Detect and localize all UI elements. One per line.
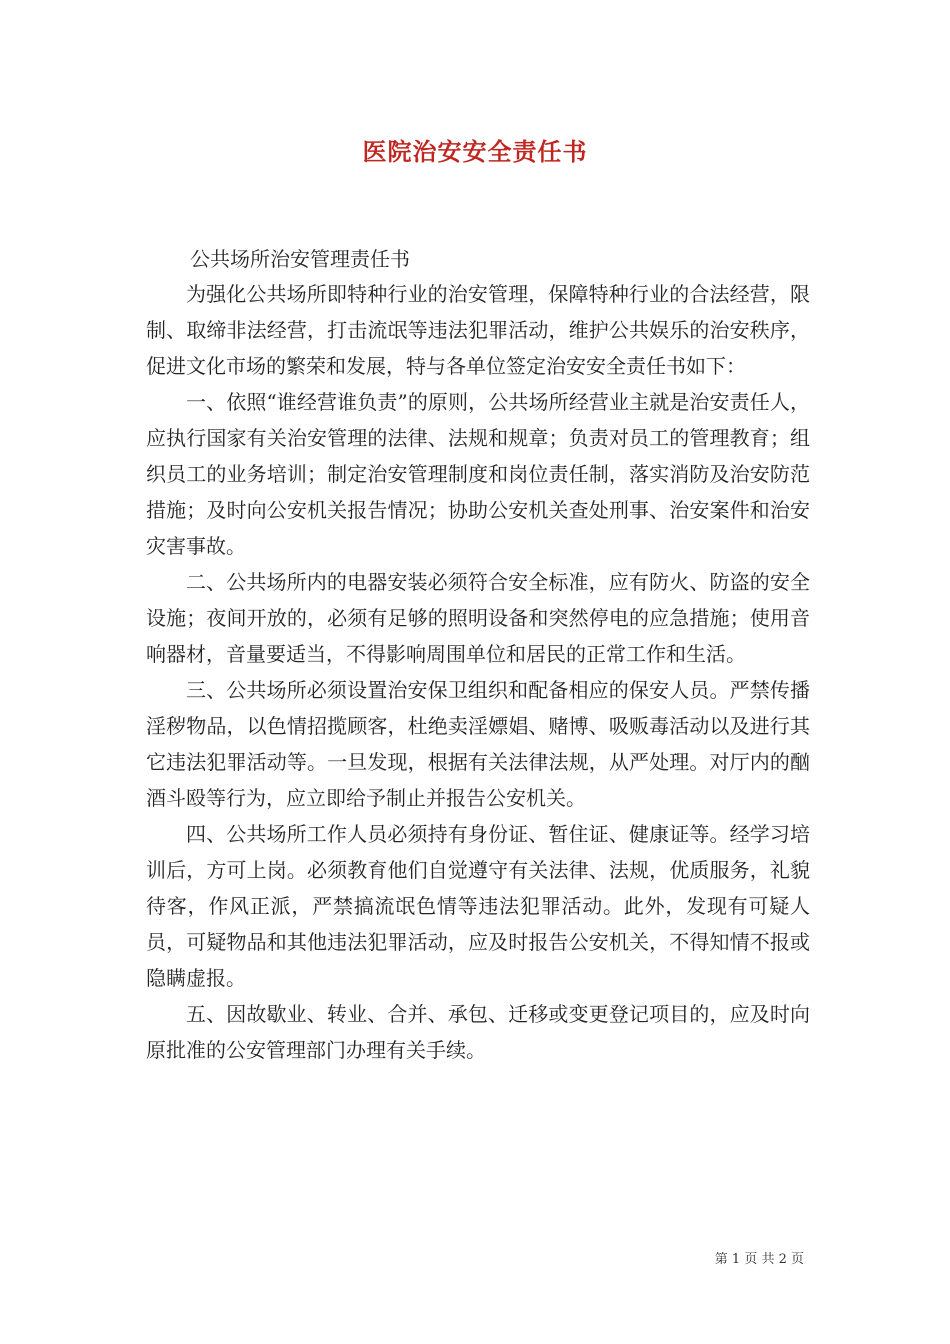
paragraph-clause-4: 四、公共场所工作人员必须持有身份证、暂住证、健康证等。经学习培训后，方可上岗。必须教育他们自觉遵守有关法律、法规，优质服务，礼貌待客，作风正派，严禁搞流氓色情等违法犯罪活动。此外，发现有可疑人员，可疑物品和其他违法犯罪活动，应及时报告公安机关，不得知情不报或隐瞒虚报。 [146,822,810,990]
document-subtitle: 公共场所治安管理责任书 [190,247,410,271]
paragraph-intro: 为强化公共场所即特种行业的治安管理，保障特种行业的合法经营，限制、取缔非法经营，打击流氓等违法犯罪活动，维护公共娱乐的治安秩序，促进文化市场的繁荣和发展，特与各单位签定治安安全责任书如下： [146,282,810,378]
paragraph-clause-3: 三、公共场所必须设置治安保卫组织和配备相应的保安人员。严禁传播淫秽物品，以色情招揽顾客，杜绝卖淫嫖娼、赌博、吸贩毒活动以及进行其它违法犯罪活动等。一旦发现，根据有关法律法规，从严处理。对厅内的酗酒斗殴等行为，应立即给予制止并报告公安机关。 [146,678,810,810]
paragraph-clause-2: 二、公共场所内的电器安装必须符合安全标准，应有防火、防盗的安全设施；夜间开放的，必须有足够的照明设备和突然停电的应急措施；使用音响器材，音量要适当，不得影响周围单位和居民的正常工作和生活。 [146,570,810,666]
document-title: 医院治安安全责任书 [362,137,588,166]
document-body [146,276,810,1068]
paragraph-clause-5: 五、因故歇业、转业、合并、承包、迁移或变更登记项目的，应及时向原批准的公安管理部门办理有关手续。 [146,1002,810,1062]
paragraph-clause-1: 一、依照“谁经营谁负责”的原则，公共场所经营业主就是治安责任人，应执行国家有关治安管理的法律、法规和规章；负责对员工的管理教育；组织员工的业务培训；制定治安管理制度和岗位责任制，落实消防及治安防范措施；及时向公安机关报告情况；协助公安机关查处刑事、治安案件和治安灾害事故。 [146,390,810,558]
page-number: 第 1 页 共 2 页 [714,1252,804,1267]
